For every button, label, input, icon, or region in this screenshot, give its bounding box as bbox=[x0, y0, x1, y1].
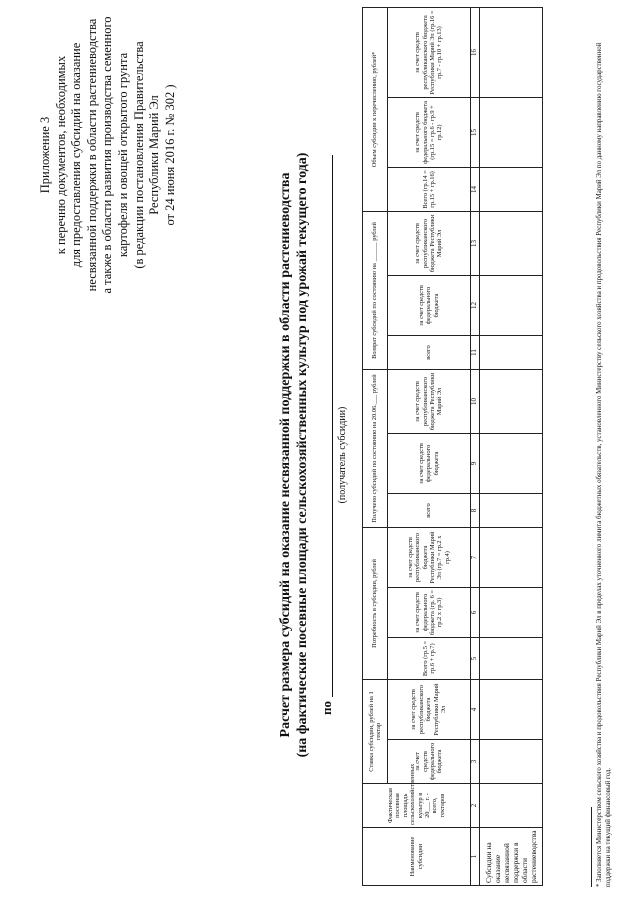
table-subheader-row bbox=[388, 7, 471, 885]
header-return-fed: за счет средств федерального бюджета bbox=[388, 275, 471, 335]
column-number: 5 bbox=[471, 638, 480, 680]
table-cell bbox=[480, 494, 543, 528]
header-need-rep: за счет средств республиканского бюджета Республики Марий Эл (гр.7 = гр.2 х гр.4) bbox=[388, 528, 471, 588]
header-return-group: Возврат субсидий по состоянию на ______ рублей bbox=[363, 211, 388, 369]
header-volume-rep: за счет средств республиканского бюджета Республики Марий Эл (гр.16 = гр.7 - гр.10 + гр.13) bbox=[388, 7, 471, 97]
header-received-fed: за счет средств федерального бюджета bbox=[388, 434, 471, 494]
recipient-hint: (получатель субсидии) bbox=[337, 406, 348, 504]
appendix-line: Приложение 3 bbox=[38, 116, 52, 194]
header-rate-rep: за счет средств республиканского бюджета Республики Марий Эл bbox=[388, 680, 471, 740]
column-number: 4 bbox=[471, 680, 480, 740]
column-number: 8 bbox=[471, 494, 480, 528]
header-received-group: Получено субсидий по состоянию на 20.06.___ рублей bbox=[363, 369, 388, 527]
header-need-fed: за счет средств федерального бюджета (гр. 6 = гр.2 х гр.3) bbox=[388, 588, 471, 638]
title-line-2: (на фактические посевные площади сельскохозяйственных культур под урожай текущего года) bbox=[295, 152, 310, 758]
table-cell bbox=[480, 638, 543, 680]
table-cell bbox=[480, 275, 543, 335]
column-number: 11 bbox=[471, 335, 480, 369]
header-name: Наименование субсидии bbox=[363, 828, 471, 886]
column-number: 16 bbox=[471, 7, 480, 97]
column-number: 15 bbox=[471, 97, 480, 167]
footnote-rule bbox=[591, 807, 592, 887]
appendix-line: к перечню документов, необходимых bbox=[53, 55, 68, 255]
column-number: 14 bbox=[471, 167, 480, 211]
appendix-line: а также в области развития производства семенного bbox=[100, 16, 115, 294]
table-cell bbox=[480, 784, 543, 828]
column-number: 12 bbox=[471, 275, 480, 335]
column-number-row bbox=[471, 7, 480, 885]
row-label: Субсидии на оказание несвязанной поддержки в области растениеводства bbox=[480, 828, 543, 886]
header-volume-total: Всего (гр.14 = гр.15 + гр.16) bbox=[388, 167, 471, 211]
table-cell bbox=[480, 97, 543, 167]
column-number: 1 bbox=[471, 828, 480, 886]
appendix-line: несвязанной поддержки в области растениеводства bbox=[84, 18, 99, 292]
column-number: 10 bbox=[471, 369, 480, 433]
header-return-total: всего bbox=[388, 335, 471, 369]
table-cell bbox=[480, 740, 543, 784]
header-return-rep: за счет средств республиканского бюджета Республики Марий Эл bbox=[388, 211, 471, 275]
header-volume-group: Объем субсидии к перечислению, рублей* bbox=[363, 7, 388, 211]
table-cell bbox=[480, 680, 543, 740]
table-cell bbox=[480, 434, 543, 494]
column-number: 3 bbox=[471, 740, 480, 784]
column-number: 2 bbox=[471, 784, 480, 828]
recipient-field bbox=[319, 155, 333, 715]
calculation-title bbox=[277, 135, 311, 775]
table-cell bbox=[480, 588, 543, 638]
table-cell bbox=[480, 369, 543, 433]
header-need-group: Потребность в субсидии, рублей bbox=[363, 528, 388, 680]
table-cell bbox=[480, 528, 543, 588]
table-cell bbox=[480, 7, 543, 97]
appendix-line: (в редакции постановления Правительства bbox=[131, 41, 146, 269]
header-rate-fed: за счет средств федерального бюджета bbox=[388, 740, 471, 784]
title-line-1: Расчет размера субсидий на оказание несвязанной поддержки в области растениеводства bbox=[278, 172, 293, 738]
table-row bbox=[480, 7, 543, 885]
appendix-header bbox=[38, 5, 178, 305]
column-number: 7 bbox=[471, 528, 480, 588]
header-area: Фактическая посевная площадь сельскохозяйственных культур в 20___ г. - всего, гектаров bbox=[363, 784, 471, 828]
footnote bbox=[591, 15, 613, 887]
header-rate-group: Ставка субсидии, рублей на 1 гектар bbox=[363, 680, 388, 784]
column-number: 9 bbox=[471, 434, 480, 494]
table-cell bbox=[480, 335, 543, 369]
appendix-line: Республики Марий Эл bbox=[147, 95, 162, 215]
appendix-line: от 24 июня 2016 г. № 302 ) bbox=[162, 84, 177, 226]
column-number: 13 bbox=[471, 211, 480, 275]
appendix-line: для предоставления субсидий на оказание bbox=[69, 42, 84, 268]
table-cell bbox=[480, 167, 543, 211]
appendix-line: картофеля и овощей открытого грунта bbox=[115, 52, 130, 258]
header-received-rep: за счет средств республиканского бюджета Республики Марий Эл bbox=[388, 369, 471, 433]
column-number: 6 bbox=[471, 588, 480, 638]
recipient-underline bbox=[332, 155, 333, 697]
recipient-prefix: по bbox=[319, 701, 334, 715]
footnote-text: * Заполняется Министерством сельского хозяйства и продовольствия Республики Марий Эл в пределах уточненного лимита бюджетных обязательств, установленного Министерству сельского хозяйства и продовольствия Республики Марий Эл по данному направлению государственной поддержки на текущий финансовый год. bbox=[596, 42, 612, 887]
table-cell bbox=[480, 211, 543, 275]
header-need-total: Всего (гр.5 = гр.6 + гр.7) bbox=[388, 638, 471, 680]
header-volume-fed: за счет средств федерального бюджета (гр.15 = гр.6 - гр.9 + гр.12) bbox=[388, 97, 471, 167]
table-header-row bbox=[363, 7, 388, 885]
header-received-total: всего bbox=[388, 494, 471, 528]
subsidy-calculation-table bbox=[362, 7, 543, 886]
